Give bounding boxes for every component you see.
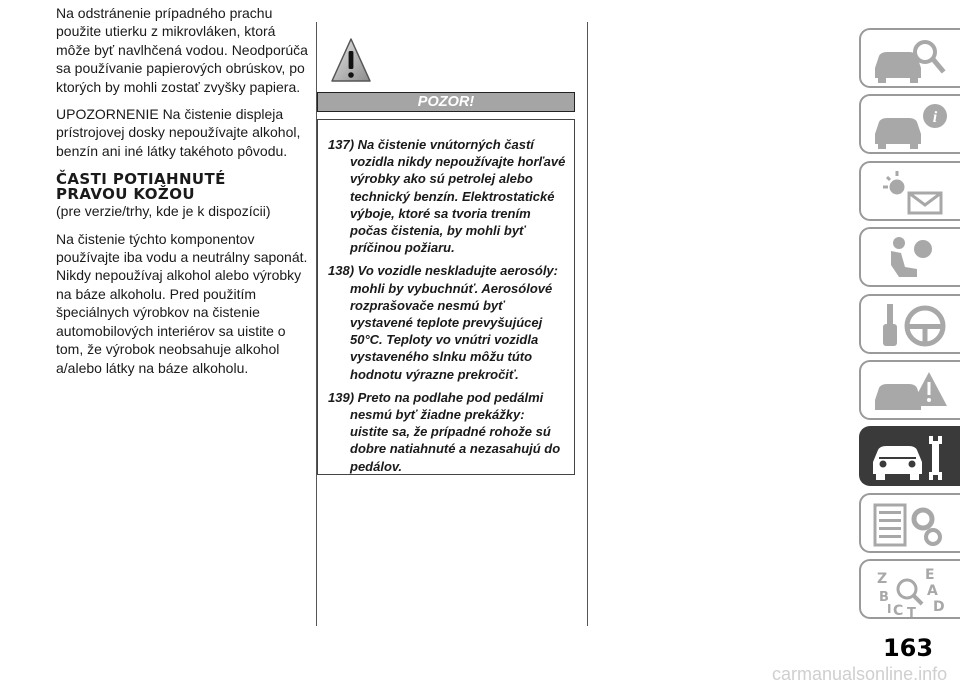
paragraph-dust: Na odstránenie prípadného prachu použite utierku z mikrovláken, ktorá môže byť navlhčená vodou. Neodporúča sa používanie papierových obrúskov, po ktorých by mohli zostať zvyšky papiera. (56, 5, 308, 95)
section-subtitle: (pre verzie/trhy, kde je k dispozícii) (56, 203, 271, 220)
tab-starting-driving[interactable] (859, 294, 960, 354)
tab-technical-data[interactable] (859, 493, 960, 553)
svg-text:I: I (887, 602, 892, 617)
index-letters-icon (869, 565, 955, 617)
car-wrench-icon (869, 432, 955, 484)
tab-index[interactable] (859, 559, 960, 619)
left-column (56, 4, 308, 386)
svg-text:E: E (925, 567, 935, 584)
svg-text:B: B (879, 590, 889, 606)
seat-airbag-icon (869, 233, 955, 285)
paragraph-leather-cleaning: Na čistenie týchto komponentov používajte iba vodu a neutrálny saponát. Nikdy nepoužívaj alkohol alebo výrobky na báze alkoholu. Pred použitím špeciálnych výrobkov na čistenie automobilových interiérov sa uistite o tom, že výrobok neobsahuje alkohol a/alebo látky na báze alkoholu. (56, 230, 308, 376)
chapter-tabs (859, 28, 960, 626)
svg-text:A: A (927, 583, 938, 600)
svg-text:Z: Z (877, 571, 888, 588)
tab-warning-lights[interactable] (859, 161, 960, 221)
car-magnifier-icon (869, 34, 955, 86)
warning-title-bar: POZOR! (317, 92, 575, 112)
car-info-icon (869, 100, 955, 152)
watermark: carmanualsonline.info (772, 664, 948, 684)
page-number: 163 (882, 634, 934, 662)
svg-text:i: i (932, 109, 938, 127)
svg-text:D: D (933, 599, 945, 616)
warning-box (317, 119, 575, 475)
tab-maintenance[interactable] (859, 426, 960, 486)
svg-text:T: T (907, 606, 916, 618)
warning-item-138: 138) Vo vozidle neskladujte aerosóly: mohli by vybuchnúť. Aerosólové rozprašovače nesmú byť vystavené teplote prevyšujúcej 50°C. Teploty vo vnútri vozidla vystaveného slnku môžu túto hodnotu výrazne prekročiť. (328, 263, 558, 382)
key-steering-wheel-icon (869, 300, 955, 352)
warning-item-137: 137) Na čistenie vnútorných častí vozidla nikdy nepoužívajte horľavé výrobky ako sú petrolej alebo technický benzín. Elektrostatické výboje, ktoré sa tvoria trením počas čistenia, by mohli byť príčinou požiaru. (328, 137, 566, 256)
heading-line-2: PRAVOU KOŽOU (56, 185, 195, 204)
paragraph-display-warning: UPOZORNENIE Na čistenie displeja prístrojovej dosky nepoužívajte alkohol, benzín ani iné látky takéhoto pôvodu. (56, 106, 301, 159)
warning-lights-envelope-icon (869, 167, 955, 219)
tab-safety[interactable] (859, 227, 960, 287)
svg-text:C: C (893, 603, 904, 618)
section-heading (56, 172, 308, 202)
warning-item-139: 139) Preto na podlahe pod pedálmi nesmú byť žiadne prekážky: uistite sa, že prípadné rohože sú dobre natiahnuté a nezasahujú do pedálov. (328, 389, 561, 474)
warning-triangle-icon (330, 36, 372, 84)
tab-emergency[interactable] (859, 360, 960, 420)
tab-instrument-panel[interactable] (859, 94, 960, 154)
specs-gears-icon (869, 499, 955, 551)
tab-getting-to-know[interactable] (859, 28, 960, 88)
car-warning-icon (869, 366, 955, 418)
heading-line-1: ČASTI POTIAHNUTÉ (56, 170, 226, 189)
column-divider-right (587, 22, 588, 626)
